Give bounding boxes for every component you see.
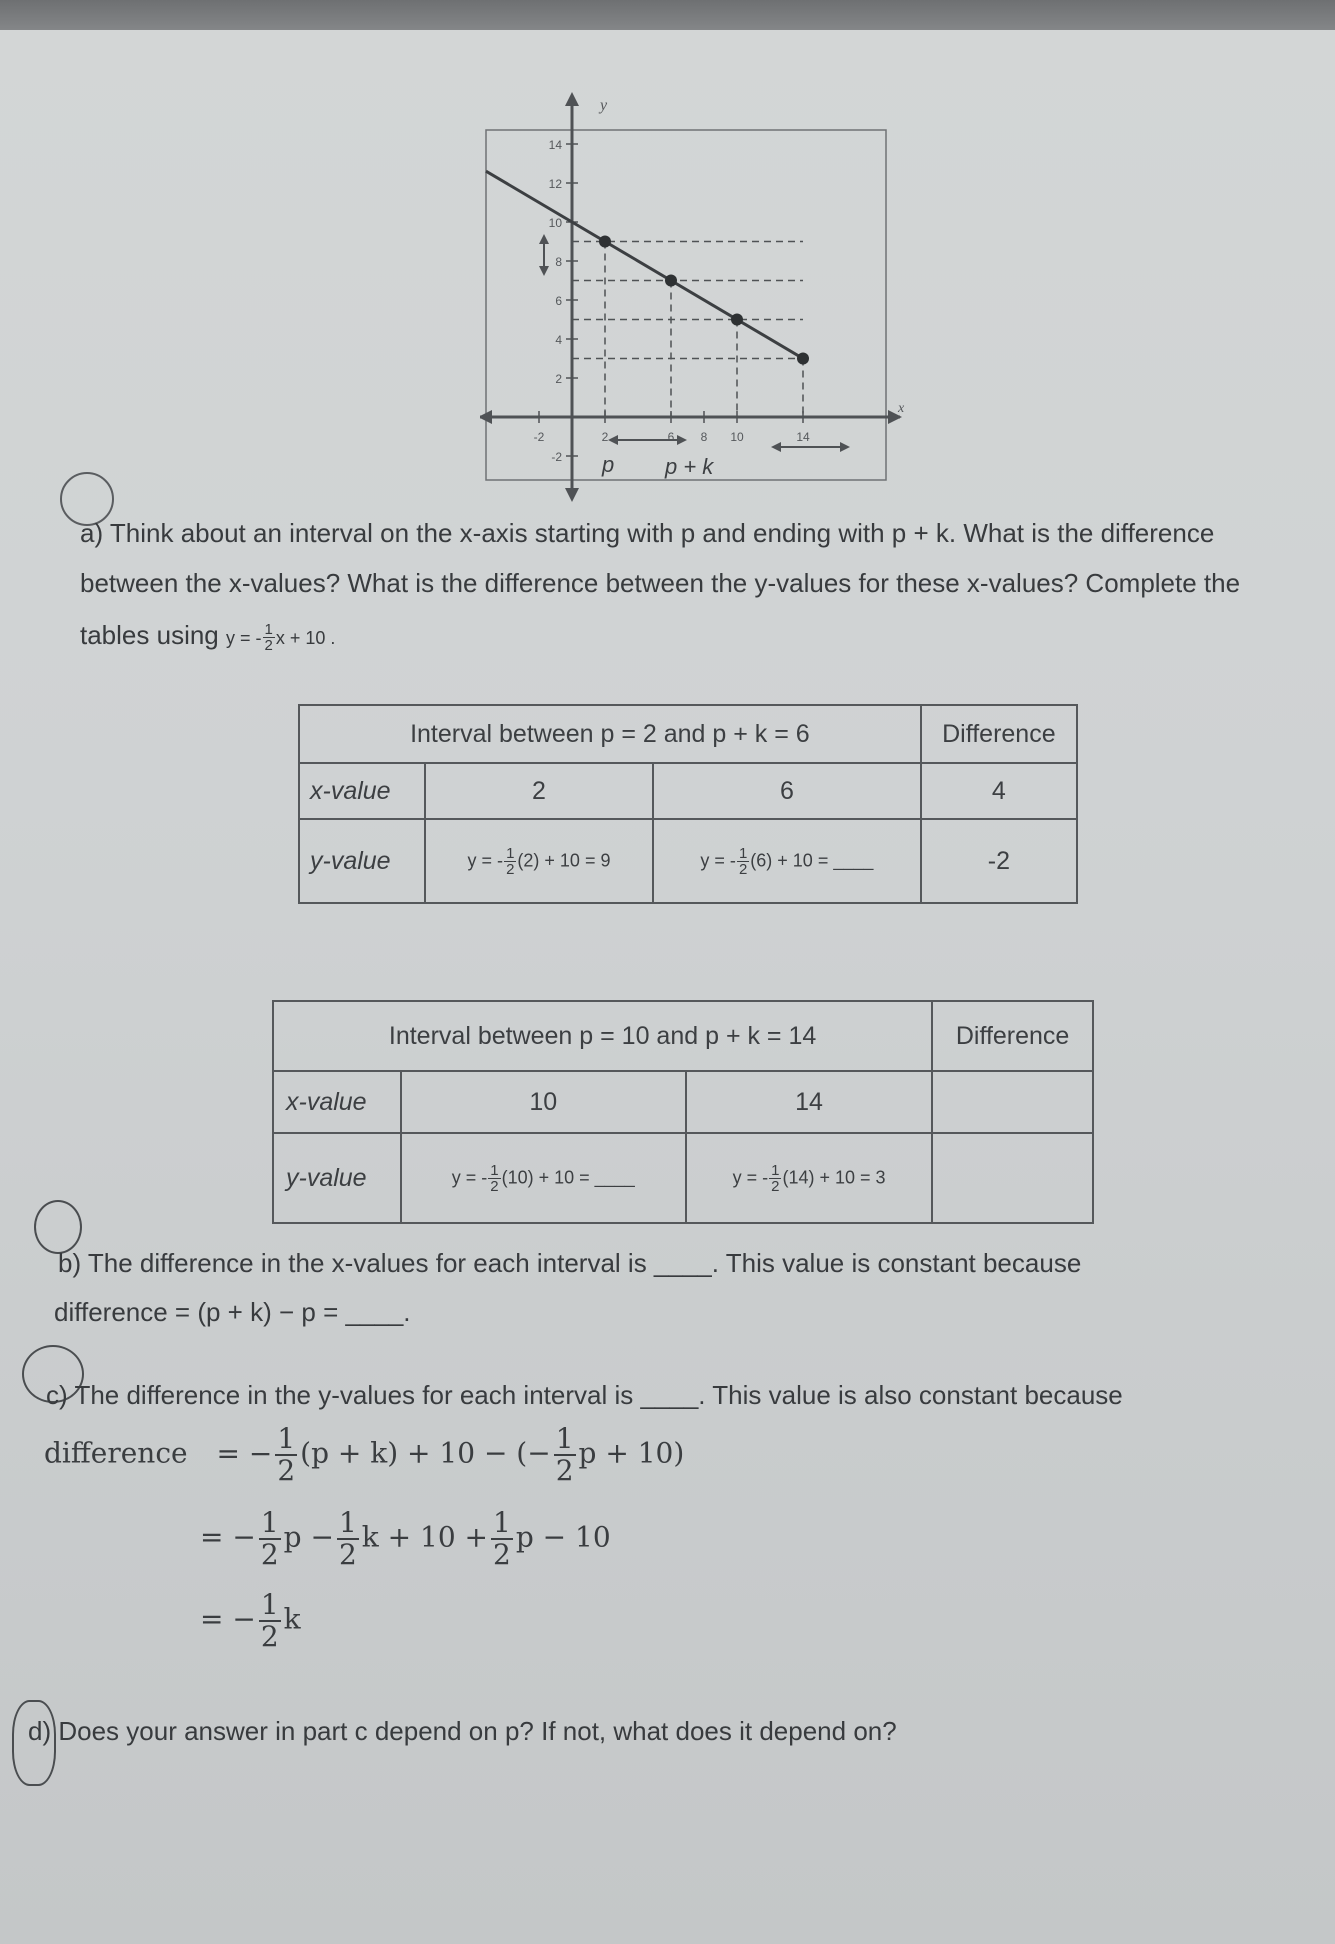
part-b-text1: The difference in the x-values for each interval is ____. This value is constant because — [87, 1248, 1082, 1278]
y-tick-label: 4 — [555, 333, 562, 347]
data-point — [797, 353, 809, 365]
part-c-derivation-row2: = − $\frac{1}{2}$ p − $\frac{1}{2}$ k + 10 + $\frac{1}{2}$ p − 10 — [200, 1506, 611, 1571]
data-point — [599, 236, 611, 248]
y-tick-label: 12 — [548, 177, 562, 191]
y-tick-label: 8 — [555, 255, 562, 269]
part-a-letter: a) — [80, 518, 104, 548]
part-b-line1 — [58, 1248, 1081, 1279]
part-d-text1: Does your answer in part c depend on p? If not, what does it depend on? — [58, 1716, 897, 1746]
line-graph — [480, 90, 910, 510]
y-tick-label: 14 — [548, 138, 562, 152]
part-a-line2: between the x-values? What is the difference between the y-values for these x-values? Complete the — [80, 568, 1241, 598]
table1-y-diff: -2 — [921, 819, 1077, 903]
table2-diff-header: Difference — [932, 1001, 1093, 1071]
part-a-text3: tables using — [80, 620, 219, 650]
x-tick-label: 2 — [601, 430, 609, 444]
y-axis-label: y — [600, 97, 608, 114]
graph-line — [486, 171, 808, 361]
part-a-text1: Think about an interval on the x-axis starting with p and ending with p + k. What is the difference — [109, 518, 1215, 548]
interval-arrow-2-right — [840, 442, 850, 452]
part-b-letter: b) — [58, 1248, 82, 1278]
y-axis-arrow-down — [565, 488, 579, 502]
table-interval-2 — [272, 1000, 1094, 1224]
interval-arrow-1-right — [677, 435, 687, 445]
table2-y2: y = - $\frac{1}{2}$ (14) + 10 = 3 — [686, 1133, 932, 1223]
table2-y-label: y-value — [273, 1133, 401, 1223]
table2-x-label: x-value — [273, 1071, 401, 1133]
equation-rhs: x + 10 . — [275, 628, 336, 648]
interval-arrow-1-left — [608, 435, 618, 445]
data-point — [731, 314, 743, 326]
table1-y2: y = - $\frac{1}{2}$ (6) + 10 = ____ — [653, 819, 921, 903]
circle-mark-b — [34, 1200, 82, 1254]
table2-y-diff — [932, 1133, 1093, 1223]
vertical-arrow-up — [539, 234, 549, 244]
y-tick-label: -2 — [551, 450, 562, 464]
part-a-line3 — [80, 620, 335, 653]
fraction-half: $\frac{1}{2}$ — [264, 620, 273, 654]
x-tick-label: 10 — [730, 430, 744, 444]
difference-word: difference — [44, 1436, 188, 1470]
x-tick-label: 14 — [796, 430, 810, 444]
x-tick-label: 8 — [700, 430, 708, 444]
data-point — [665, 275, 677, 287]
vertical-arrow-down — [539, 266, 549, 276]
table1-header: Interval between p = 2 and p + k = 6 — [299, 705, 921, 763]
part-d-line1 — [28, 1716, 897, 1747]
y-tick-label: 10 — [548, 216, 562, 230]
table-interval-1 — [298, 704, 1078, 904]
table2-x1: 10 — [401, 1071, 686, 1133]
part-c-line1 — [46, 1380, 1123, 1411]
graph-border — [486, 130, 886, 480]
part-c-derivation-row3: = − $\frac{1}{2}$ k — [200, 1588, 301, 1653]
table2-x-diff — [932, 1071, 1093, 1133]
x-tick-label: -2 — [533, 430, 545, 444]
x-axis-label: x — [898, 401, 905, 416]
interval-arrow-2-left — [771, 442, 781, 452]
table1-x1: 2 — [425, 763, 653, 819]
table1-x-label: x-value — [299, 763, 425, 819]
table2-y1: y = - $\frac{1}{2}$ (10) + 10 = ____ — [401, 1133, 686, 1223]
y-tick-label: 2 — [555, 372, 562, 386]
part-c-text1: The difference in the y-values for each interval is ____. This value is also constant because — [74, 1380, 1123, 1410]
part-d-letter: d) — [28, 1716, 52, 1746]
table2-header: Interval between p = 10 and p + k = 14 — [273, 1001, 932, 1071]
part-c-derivation-row1: difference = − $\frac{1}{2}$ (p + k) + 10 − (− $\frac{1}{2}$ p + 10) — [44, 1422, 685, 1487]
part-b-line2: difference = (p + k) − p = ____. — [54, 1297, 411, 1327]
table2-x2: 14 — [686, 1071, 932, 1133]
label-p-plus-k: p + k — [665, 454, 714, 479]
y-tick-label: 6 — [555, 294, 562, 308]
table1-y-label: y-value — [299, 819, 425, 903]
table1-x2: 6 — [653, 763, 921, 819]
part-a-line1 — [80, 518, 1214, 549]
part-c-letter: c) — [46, 1380, 68, 1410]
label-p: p — [602, 452, 615, 477]
table1-diff-header: Difference — [921, 705, 1077, 763]
y-axis-arrow-up — [565, 92, 579, 106]
table1-x-diff: 4 — [921, 763, 1077, 819]
equation-lhs: y = - — [226, 628, 262, 648]
x-tick-label: 6 — [667, 430, 675, 444]
table1-y1: y = - $\frac{1}{2}$ (2) + 10 = 9 — [425, 819, 653, 903]
